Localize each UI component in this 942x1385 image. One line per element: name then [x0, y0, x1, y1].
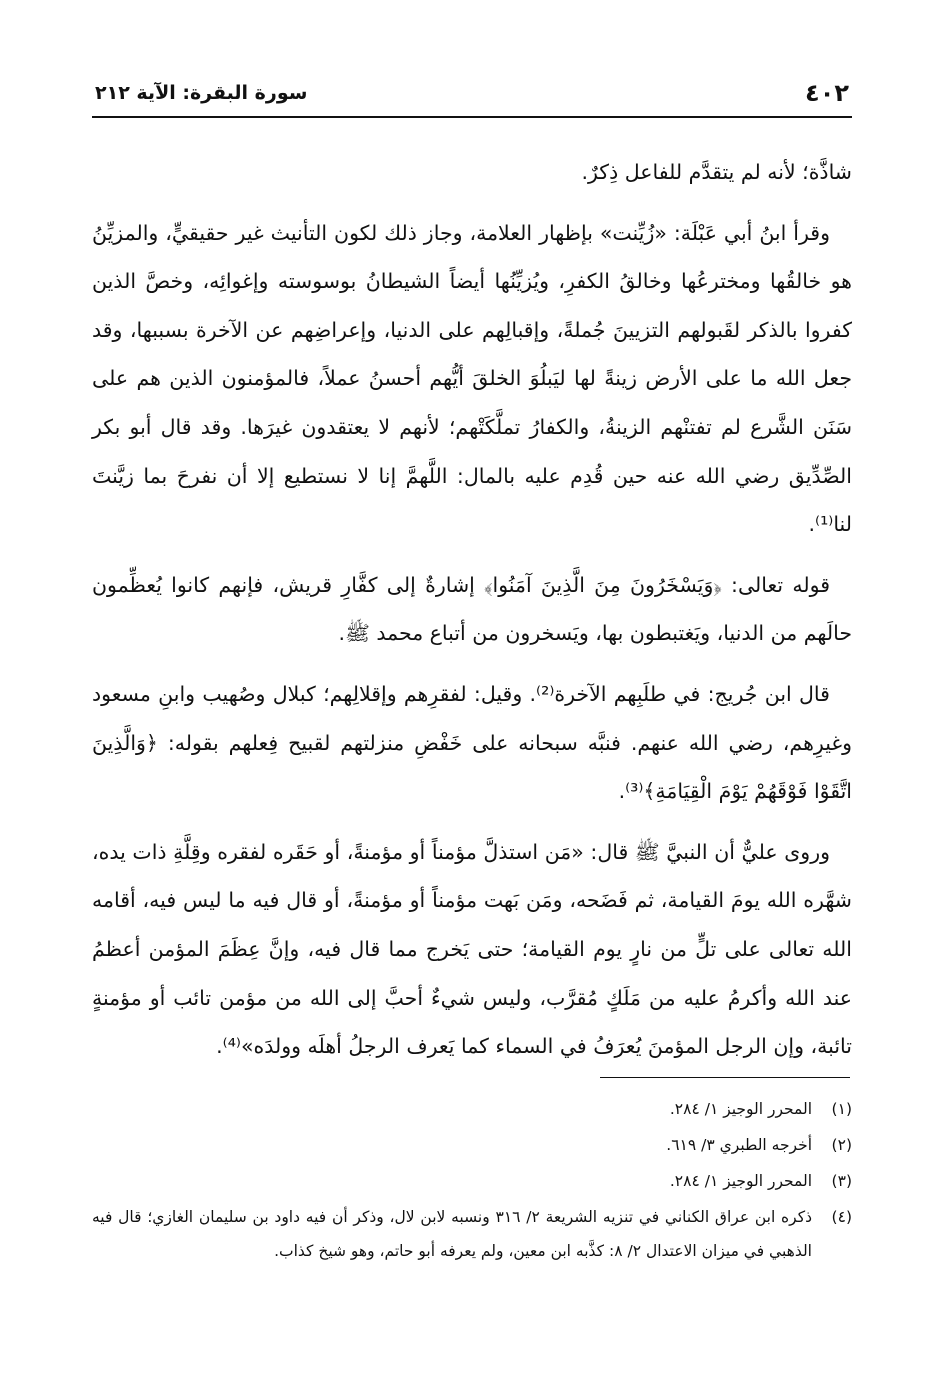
page-header	[95, 74, 849, 112]
footnote-number: (٣)	[831, 1172, 852, 1190]
footnote	[92, 1164, 852, 1198]
paragraph: قال ابن جُريج: في طلَبِهم الآخرة⁽²⁾. وقيل: لفقرِهم وإقلالِهم؛ كبلال وصُهيب وابنِ مسعود وغيرِهم، رضي الله عنهم. فنبَّه سبحانه على خَفْضِ منزلتهم لقبيح فِعلهم بقوله: ﴿وَالَّذِينَ اتَّقَوْا فَوْقَهُمْ يَوْمَ الْقِيَامَةِ﴾⁽³⁾.	[92, 681, 852, 804]
footnote-text: ذكره ابن عراق الكناني في تنزيه الشريعة ٢/ ٣١٦ ونسبه لابن لال، وذكر أن فيه داود بن سليمان الغازي؛ قال فيه الذهبي في ميزان الاعتدال ٢/ ٨: كذَّبه ابن معين، ولم يعرفه أبو حاتم، وهو شيخ كذاب.	[92, 1208, 812, 1260]
footnotes	[92, 1092, 852, 1270]
page-number: ٤٠٢	[805, 79, 849, 107]
footnote-number: (٢)	[831, 1136, 852, 1154]
footnote-text: المحرر الوجيز ١/ ٢٨٤.	[669, 1172, 812, 1190]
paragraph: وروى عليٌّ أن النبيَّ ﷺ قال: «مَن استذلَّ مؤمناً أو مؤمنةً، أو حَقَره لفقره وقِلَّةِ ذات يده، شهَّره الله يومَ القيامة، ثم فَضَحه، ومَن بَهت مؤمناً أو مؤمنةً، أو قال فيه ما ليس فيه، أقامه الله تعالى على تلٍّ من نارٍ يوم القيامة؛ حتى يَخرج مما قال فيه، وإنَّ عِظَمَ المؤمن أعظمُ عند الله وأكرمُ عليه من مَلَكٍ مُقرَّب، وليس شيءٌ أحبَّ إلى الله من مؤمن تائب أو مؤمنةٍ تائبة، وإن الرجل المؤمنَ يُعرَفُ في السماء كما يَعرف الرجلُ أهلَه وولدَه»⁽⁴⁾.	[92, 839, 852, 1059]
paragraph: وقرأ ابنُ أبي عَبْلَة: «زُيِّنت» بإظهار العلامة، وجاز ذلك لكون التأنيث غير حقيقيٍّ، والمزيِّنُ هو خالقُها ومخترعُها وخالقُ الكفرِ، ويُزيِّنُها أيضاً الشيطانُ بوسوسته وإغوائِه، وخصَّ الذين كفروا بالذكر لقَبولهم التزيينَ جُملةً، وإقبالِهم على الدنيا، وإعراضِهم عن الآخرة بسببها، وقد جعل الله ما على الأرض زينةً لها ليَبلُوَ الخلقَ أيُّهم أحسنُ عملاً، فالمؤمنون الذين هم على سَنَن الشَّرع لم تفتنْهم الزينةُ، والكفارُ تملَّكَتْهم؛ لأنهم لا يعتقدون غيرَها. وقد قال أبو بكر الصِّدِّيق رضي الله عنه حين قُدِم عليه بالمال: اللَّهمَّ إنا لا نستطيع إلا أن نفرحَ بما زيَّنتَ لنا⁽¹⁾.	[92, 220, 852, 537]
footnote-text: أخرجه الطبري ٣/ ٦١٩.	[666, 1136, 812, 1154]
paragraph: شاذَّة؛ لأنه لم يتقدَّم للفاعل ذِكرٌ.	[581, 160, 852, 184]
footnote-text: المحرر الوجيز ١/ ٢٨٤.	[669, 1100, 812, 1118]
footnote-divider	[600, 1077, 850, 1078]
header-divider	[92, 116, 852, 118]
footnote-number: (٤)	[831, 1208, 852, 1226]
main-text	[92, 148, 852, 1083]
paragraph: قوله تعالى: ﴿وَيَسْخَرُونَ مِنَ الَّذِينَ آمَنُوا﴾ إشارةٌ إلى كفَّارِ قريش، فإنهم كانوا يُعظِّمون حالَهم من الدنيا، ويَغتبطون بها، ويَسخرون من أتباع محمد ﷺ.	[92, 572, 852, 646]
running-title: سورة البقرة: الآية ٢١٢	[95, 82, 308, 104]
footnote	[92, 1200, 852, 1268]
footnote	[92, 1128, 852, 1162]
footnote	[92, 1092, 852, 1126]
footnote-number: (١)	[831, 1100, 852, 1118]
